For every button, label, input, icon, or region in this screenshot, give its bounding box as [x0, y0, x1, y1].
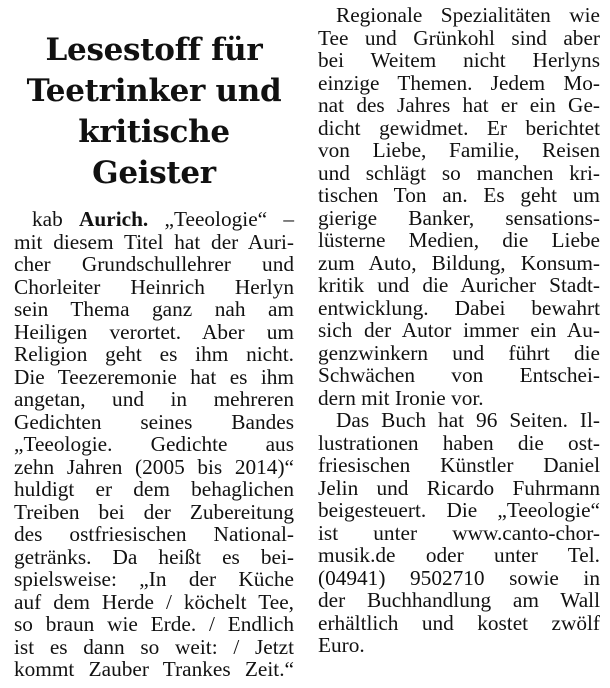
text-line: Jelin und Ricardo Fuhrmann: [318, 475, 600, 500]
text-line: kritik und die Auricher Stadt-: [318, 273, 600, 297]
text-line: angetan, und in mehreren: [14, 387, 294, 411]
text-line: entwicklung. Dabei bewahrt: [318, 295, 600, 320]
article-headline: [14, 30, 294, 194]
text-line: sein Thema ganz nah am: [14, 297, 294, 321]
text-line: der Buchhandlung am Wall: [318, 588, 600, 612]
author-tag: kab: [32, 207, 63, 231]
text-line: dern mit Ironie vor.: [318, 385, 484, 410]
text-line: sich der Autor immer ein Au-: [318, 318, 600, 342]
headline-line: Geister: [92, 155, 216, 191]
text-line: (04941) 9502710 sowie in: [318, 565, 600, 590]
text-line: Das Buch hat 96 Seiten. Il-: [336, 408, 600, 432]
dateline: Aurich.: [79, 207, 149, 231]
text-line: „Teeologie. Gedichte aus: [14, 432, 294, 456]
text-line: Gedichten seines Bandes: [14, 409, 294, 434]
text-line: und schlägt so manchen kri-: [318, 160, 600, 185]
text-line: spielsweise: „In der Küche: [14, 567, 294, 591]
text-line: lustrationen haben die ost-: [318, 430, 600, 455]
text-line: cher Grundschullehrer und: [14, 252, 294, 276]
text-line: kommt Zauber Trankes Zeit.“: [14, 657, 294, 681]
text-line: Religion geht es ihm nicht.: [14, 342, 294, 366]
text-line: zum Auto, Bildung, Konsum-: [318, 250, 600, 275]
text-line: mit diesem Titel hat der Auri-: [14, 229, 294, 254]
text-line: Treiben bei der Zubereitung: [14, 499, 294, 524]
text-line: zehn Jahren (2005 bis 2014)“: [14, 454, 294, 479]
text-line: erhältlich und kostet zwölf: [318, 610, 600, 635]
text-line: nat des Jahres hat er ein Ge-: [318, 93, 600, 117]
text-line: huldigt er dem behaglichen: [14, 477, 294, 501]
right-column: [318, 0, 600, 657]
text-line: Schwächen von Entschei-: [318, 363, 600, 387]
text-line: ist unter www.canto-chor-: [318, 520, 600, 545]
text-line: Heiligen verortet. Aber um: [14, 319, 294, 344]
headline-line: Lesestoff für: [45, 32, 263, 68]
text-line: tischen Ton an. Es geht um: [318, 183, 600, 207]
text-line: Chorleiter Heinrich Herlyn: [14, 274, 294, 299]
headline-line: Teetrinker und: [26, 73, 282, 109]
left-column: [14, 0, 294, 681]
text-line: so braun wie Erde. / Endlich: [14, 612, 294, 636]
first-line: [14, 208, 294, 231]
text-line: genzwinkern und führt die: [318, 340, 600, 365]
text-line: Tee und Grünkohl sind aber: [318, 25, 600, 50]
text-line: getränks. Da heißt es bei-: [14, 544, 294, 569]
article-body-right: [318, 4, 600, 657]
text-line: dicht gewidmet. Er berichtet: [318, 115, 600, 140]
text-line: auf dem Herde / köchelt Tee,: [14, 589, 294, 614]
text-line: Euro.: [318, 633, 365, 657]
text-line: „Teeologie“ –: [164, 207, 295, 231]
text-line: musik.de oder unter Tel.: [318, 543, 600, 567]
text-line: gierige Banker, sensations-: [318, 205, 600, 230]
text-line: Regionale Spezialitäten wie: [336, 3, 600, 27]
text-line: bei Weitem nicht Herlyns: [318, 48, 600, 72]
text-line: einzige Themen. Jedem Mo-: [318, 70, 600, 95]
text-line: ist es dann so weit: / Jetzt: [14, 634, 294, 659]
headline-line: kritische: [78, 114, 230, 150]
text-line: von Liebe, Familie, Reisen: [318, 138, 600, 162]
text-line: lüsterne Medien, die Liebe: [318, 228, 600, 252]
text-line: Die Teezeremonie hat es ihm: [14, 364, 294, 389]
text-line: des ostfriesischen National-: [14, 522, 294, 546]
text-line: friesischen Künstler Daniel: [318, 453, 600, 477]
article-body-left: [14, 208, 294, 681]
text-line: beigesteuert. Die „Teeologie“: [318, 498, 600, 522]
